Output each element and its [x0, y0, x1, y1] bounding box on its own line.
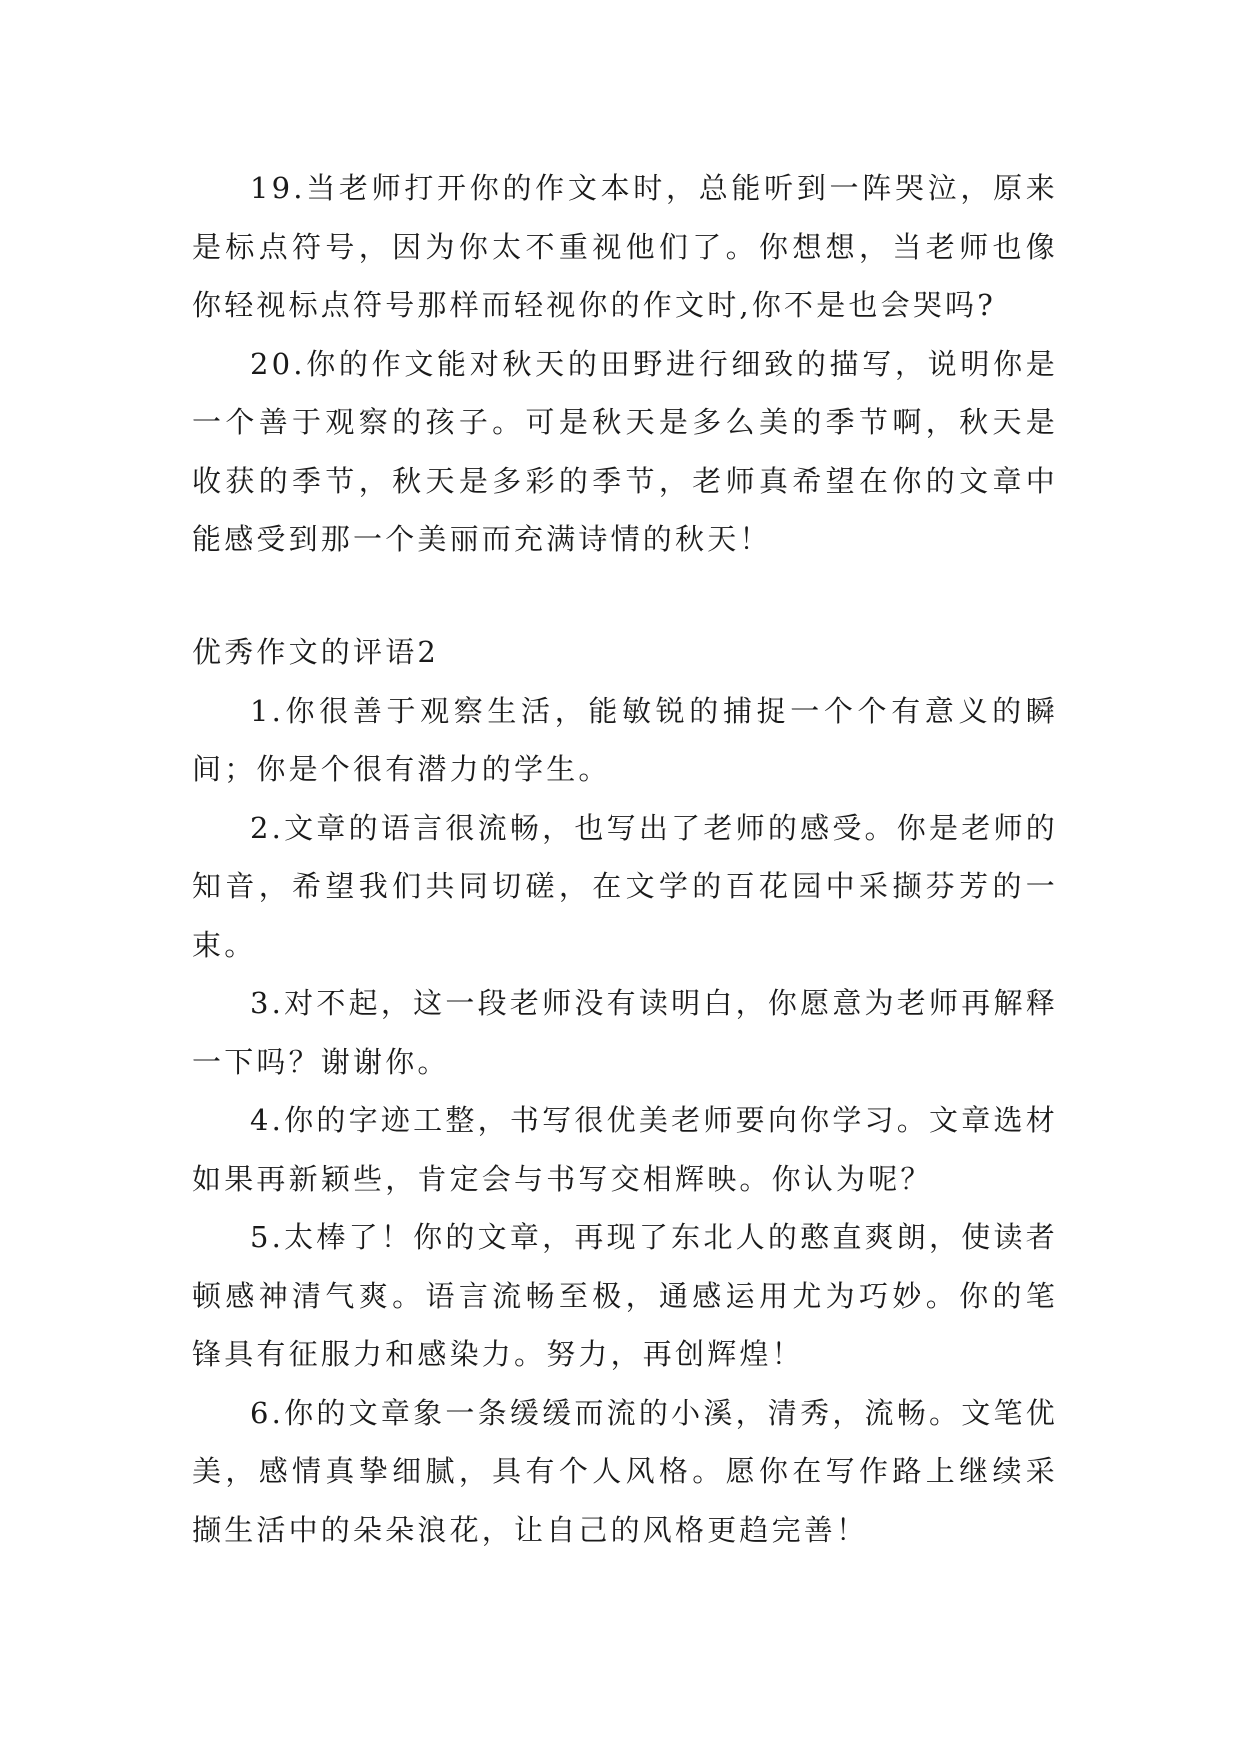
comment-paragraph-19: 19.当老师打开你的作文本时，总能听到一阵哭泣，原来是标点符号，因为你太不重视他们了。你想想，当老师也像你轻视标点符号那样而轻视你的作文时,你不是也会哭吗? [192, 171, 1058, 322]
comment-paragraph-1: 1.你很善于观察生活，能敏锐的捕捉一个个有意义的瞬间；你是个很有潜力的学生。 [192, 693, 1058, 786]
comments-continued [192, 159, 1058, 569]
comment-paragraph-3: 3.对不起，这一段老师没有读明白，你愿意为老师再解释一下吗？谢谢你。 [192, 986, 1058, 1079]
comment-paragraph-6: 6.你的文章象一条缓缓而流的小溪，清秀，流畅。文笔优美，感情真挚细腻，具有个人风格。愿你在写作路上继续采撷生活中的朵朵浪花，让自己的风格更趋完善！ [192, 1395, 1058, 1547]
comment-paragraph-2: 2.文章的语言很流畅，也写出了老师的感受。你是老师的知音，希望我们共同切磋，在文学的百花园中采撷芬芳的一束。 [192, 810, 1058, 962]
section-heading: 优秀作文的评语2 [192, 635, 440, 669]
comments-section-2 [192, 623, 1058, 1559]
comment-paragraph-4: 4.你的字迹工整，书写很优美老师要向你学习。文章选材如果再新颖些，肯定会与书写交相辉映。你认为呢？ [192, 1103, 1058, 1196]
comment-paragraph-20: 20.你的作文能对秋天的田野进行细致的描写，说明你是一个善于观察的孩子。可是秋天是多么美的季节啊，秋天是收获的季节，秋天是多彩的季节，老师真希望在你的文章中能感受到那一个美丽而充满诗情的秋天！ [192, 346, 1058, 556]
comment-paragraph-5: 5.太棒了！你的文章，再现了东北人的憨直爽朗，使读者顿感神清气爽。语言流畅至极，通感运用尤为巧妙。你的笔锋具有征服力和感染力。努力，再创辉煌！ [192, 1220, 1058, 1371]
